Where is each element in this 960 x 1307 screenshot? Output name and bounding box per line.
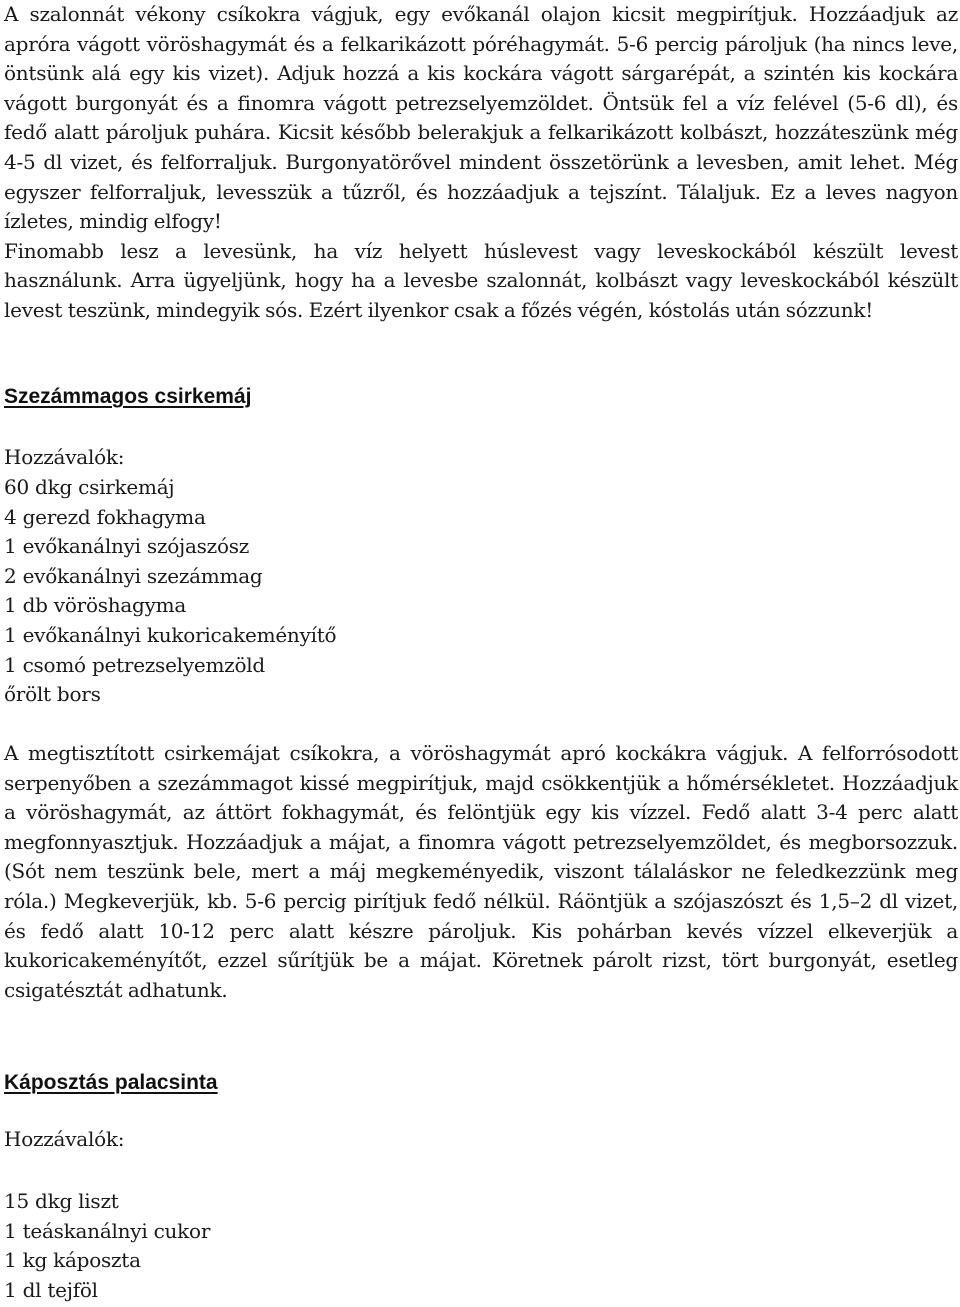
ingredients-list [4,1187,210,1305]
ingredient-item: 4 gerezd fokhagyma [4,504,206,529]
ingredient-item: 1 evőkanálnyi szójaszósz [4,534,250,559]
ingredient-item: 1 db vöröshagyma [4,593,187,618]
intro-section [4,0,958,326]
ingredient-item: 1 evőkanálnyi kukoricakeményítő [4,622,337,647]
ingredient-item: 1 kg káposzta [4,1248,141,1273]
ingredient-item: 60 dkg csirkemáj [4,475,175,499]
ingredient-item: őrölt bors [4,682,101,707]
recipe-method: A megtisztított csirkemájat csíkokra, a vöröshagymát apró kockákra vágjuk. A felforrósodott serpenyőben a szezámmagot kissé megpirítjuk, majd csökkentjük a hőmérsékletet. Hozzáadjuk a vöröshagymát, az áttört fokhagymát, és felöntjük egy kis vízzel. Fedő alatt 3-4 perc alatt megfonnyasztjuk. Hozzáadjuk a májat, a finomra vágott petrezselyemzöldet, és megborsozzuk. (Sót nem teszünk bele, mert a máj megkeményedik, viszont tálaláskor ne feledkezzünk meg róla.) Megkeverjük, kb. 5-6 percig pirítjuk fedő nélkül. Ráöntjük a szójaszószt és 1,5–2 dl vizet, és fedő alatt 10-12 perc alatt készre pároljuk. Kis pohárban kevés vízzel elkeverjük a kukoricakeményítőt, ezzel sűrítjük be a májat. Köretnek párolt rizst, tört burgonyát, esetleg csigatésztát adhatunk. [4,741,958,1002]
intro-paragraph-2: Finomabb lesz a levesünk, ha víz helyett húslevest vagy leveskockából készült levest használunk. Arra ügyeljünk, hogy ha a levesbe szalonnát, kolbászt vagy leveskockából készült levest teszünk, mindegyik sós. Ezért ilyenkor csak a főzés végén, kóstolás után sózzunk! [4,238,958,322]
ingredient-item: 1 dl tejföl [4,1277,98,1302]
recipe-title-kaposztas-palacsinta: Káposztás palacsinta [4,1071,218,1094]
ingredient-item: 1 teáskanálnyi cukor [4,1218,211,1243]
ingredient-item: 2 evőkanálnyi szezámmag [4,563,263,588]
ingredient-item: 15 dkg liszt [4,1189,119,1213]
intro-paragraph-1: A szalonnát vékony csíkokra vágjuk, egy evőkanál olajon kicsit megpirítjuk. Hozzáadjuk az apróra vágott vöröshagymát és a felkarikázott póréhagymát. 5-6 percig pároljuk (ha nincs leve, öntsünk alá egy kis vizet). Adjuk hozzá a kis kockára vágott sárgarépát, a szintén kis kockára vágott burgonyát és a finomra vágott petrezselyemzöldet. Öntsük fel a víz felével (5-6 dl), és fedő alatt pároljuk puhára. Kicsit később belerakjuk a felkarikázott kolbászt, hozzáteszünk még 4-5 dl vizet, és felforraljuk. Burgonyatörővel mindent összetörünk a levesben, amit lehet. Még egyszer felforraljuk, levesszük a tűzről, és hozzáadjuk a tejszínt. Tálaljuk. Ez a leves nagyon ízletes, mindig elfogy! [4,2,958,234]
ingredients-list [4,473,336,710]
recipe-title-szezammagos-csirkemaj: Szezámmagos csirkemáj [4,385,252,408]
ingredients-label: Hozzávalók: [4,445,125,469]
ingredients-label: Hozzávalók: [4,1127,125,1151]
ingredient-item: 1 csomó petrezselyemzöld [4,652,265,677]
